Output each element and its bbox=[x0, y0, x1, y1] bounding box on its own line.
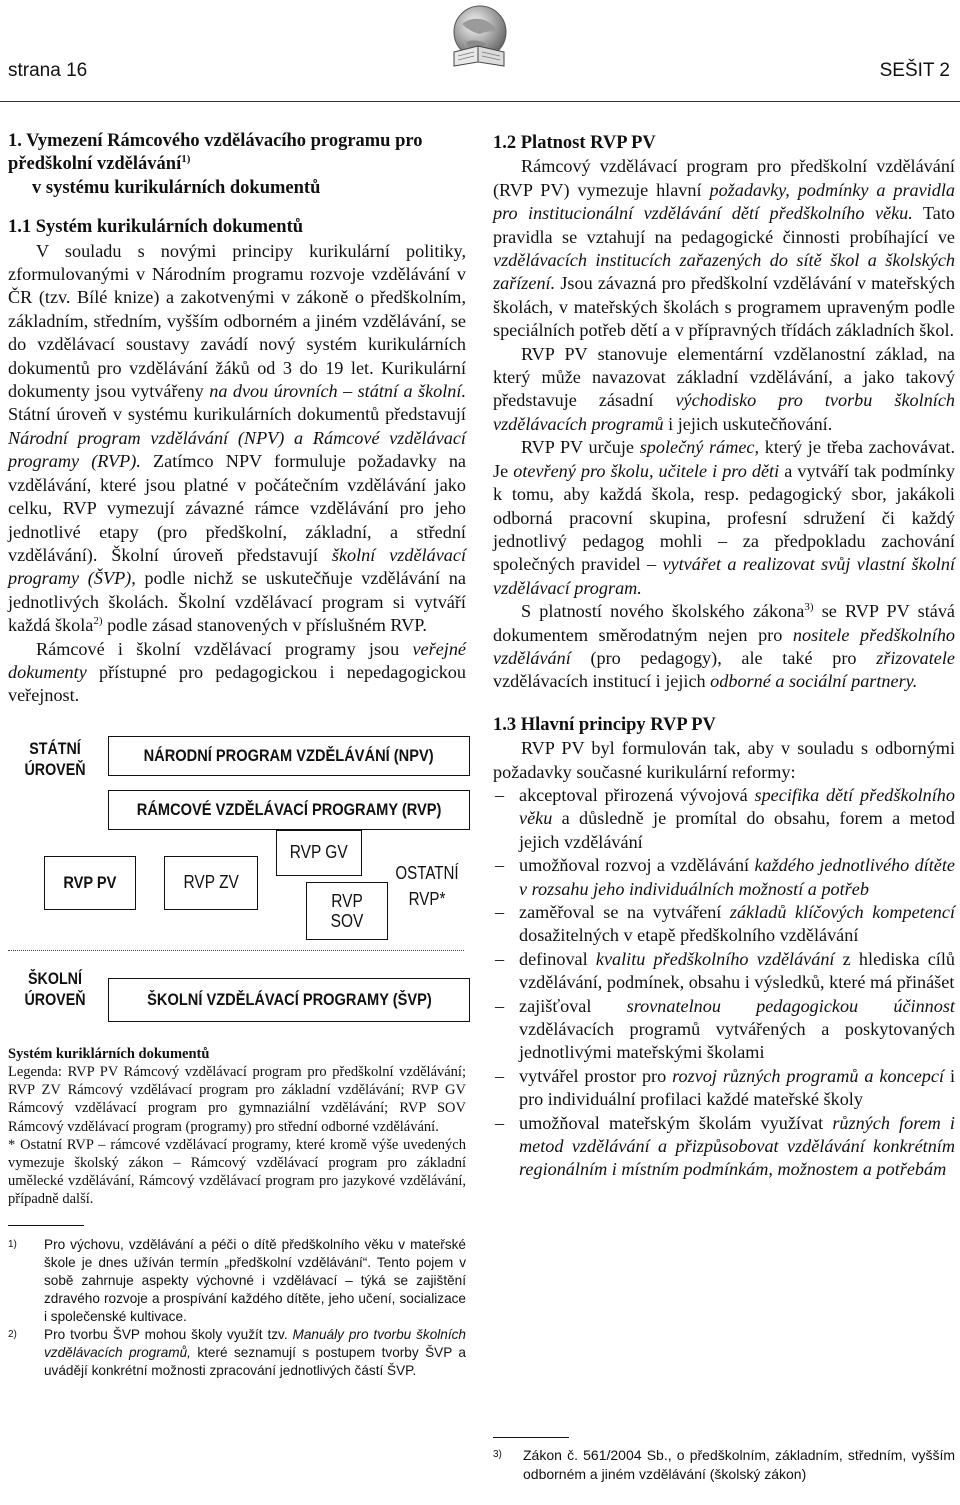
state-level-label: STÁTNÍ ÚROVEŇ bbox=[24, 738, 86, 779]
svp-box: ŠKOLNÍ VZDĚLÁVACÍ PROGRAMY (ŠVP) bbox=[108, 978, 470, 1022]
list-item: – umožňoval rozvoj a vzdělávání každého jednotlivého dítěte v rozsahu jeho individuálních možností a potřeb bbox=[493, 854, 955, 901]
section-heading-1-1: 1.1 Systém kurikulárních dokumentů bbox=[8, 217, 304, 238]
diagram-caption bbox=[8, 1045, 466, 1209]
header-rule bbox=[0, 101, 960, 102]
booklet-label: SEŠIT 2 bbox=[879, 60, 950, 81]
section-heading-1-3: 1.3 Hlavní principy RVP PV bbox=[493, 714, 716, 735]
paragraph: S platností nového školského zákona$^{3)}$ se RVP PV stává dokumentem směrodatným nejen pro nositele předškolního vzdělávání (pro pedagogy), ale také pro zřizovatele vzdělávacích institucí i jejich odborné a sociální partnery. bbox=[493, 601, 956, 692]
globe-book-logo bbox=[444, 2, 514, 72]
list-item: – zajišťoval srovnatelnou pedagogickou účinnost vzdělávacích programů vytvářených a poskytovaných jednotlivými mateřskými školami bbox=[493, 995, 955, 1065]
section-heading-1: 1. Vymezení Rámcového vzdělávacího programu pro předškolní vzdělávání$^{1)}$ v systému kurikulárních dokumentů bbox=[8, 131, 423, 198]
school-level-label: ŠKOLNÍ ÚROVEŇ bbox=[24, 968, 86, 1009]
footnote-3: 3) Zákon č. 561/2004 Sb., o předškolním, základním, středním, vyšším odborném a jiném vzdělávání (školský zákon) bbox=[493, 1447, 955, 1482]
section-heading-1-2: 1.2 Platnost RVP PV bbox=[493, 133, 656, 153]
paragraph: RVP PV stanovuje elementární vzdělanostní základ, na který může navazovat základní vzdělávání, a jako takový představuje zásadní východisko pro tvorbu školních vzdělávacích programů i jejich uskutečňování. bbox=[493, 343, 956, 434]
footnote-1: 1) Pro výchovu, vzdělávání a péči o dítě předškolního věku v mateřské škole je dnes užíván termín „předškolní vzdělávání“. Tento pojem v sobě zahrnuje aspekty výchovné i vzdělávací – týká se zajištění zdravého rozvoje a prospívání každého dítěte, jeho učení, socializace i společenské kultivace. bbox=[8, 1236, 466, 1324]
caption-note: * Ostatní RVP – rámcové vzdělávací programy, které kromě výše uvedených vymezuje školský zákon – Rámcový vzdělávací program pro základní umělecké vzdělávání, Rámcový vzdělávací program pro jazykové vzdělávání, případně další. bbox=[8, 1136, 466, 1208]
paragraph: RVP PV určuje společný rámec, který je třeba zachovávat. Je otevřený pro školu, učitele i pro děti a vytváří tak podmínky k tomu, aby každá škola, resp. pedagogický sbor, jakákoli odborná pracovní skupina, profesní sdružení či každý jednotlivý pedagog mohli – za předpokladu zachování společných pravidel – vytvářet a realizovat svůj vlastní školní vzdělávací program. bbox=[493, 437, 956, 598]
list-item: – vytvářel prostor pro rozvoj různých programů a koncepcí i pro individuální profilaci každé mateřské školy bbox=[493, 1065, 955, 1112]
list-item: – umožňoval mateřským školám využívat různých forem i metod vzdělávání a přizpůsobovat vzdělávání konkrétním regionálním i místním podmínkám, možnostem a potřebám bbox=[493, 1112, 955, 1182]
list-item: – zaměřoval se na vytváření základů klíčových kompetencí dosažitelných v etapě předškolního vzdělávání bbox=[493, 901, 955, 948]
rvp-box: RÁMCOVÉ VZDĚLÁVACÍ PROGRAMY (RVP) bbox=[108, 790, 470, 830]
footnote-rule bbox=[493, 1437, 569, 1438]
rvp-sov-box: RVP SOV bbox=[306, 882, 388, 940]
paragraph: Rámcové i školní vzdělávací programy jsou veřejné dokumenty přístupné pro pedagogickou i nepedagogickou veřejnost. bbox=[8, 638, 466, 706]
caption-legend: Legenda: RVP PV Rámcový vzdělávací program pro předškolní vzdělávání; RVP ZV Rámcový vzdělávací program pro základní vzdělávání; RVP GV Rámcový vzdělávací program pro gymnaziální vzdělávání; RVP SOV Rámcový vzdělávací program (programy) pro střední odborné vzdělávání. bbox=[8, 1063, 466, 1135]
rvp-pv-box: RVP PV bbox=[44, 856, 136, 910]
paragraph: Rámcový vzdělávací program pro předškolní vzdělávání (RVP PV) vymezuje hlavní požadavky, podmínky a pravidla pro institucionální vzdělávání dětí předškolního věku. Tato pravidla se vztahují na pedagogické činnosti probíhající ve vzdělávacích institucích zařazených do sítě škol a školských zařízení. Jsou závazná pro předškolní vzdělávání v mateřských školách, v mateřských školách s programem upraveným podle speciálních potřeb dětí a v přípravných třídách základních škol. bbox=[493, 156, 955, 341]
right-footnote-area bbox=[493, 1437, 955, 1483]
other-rvp-label: OSTATNÍ RVP* bbox=[395, 862, 459, 909]
caption-title: Systém kuriklárních dokumentů bbox=[8, 1045, 210, 1062]
page-number: strana 16 bbox=[8, 60, 88, 81]
paragraph: V souladu s novými principy kurikulární politiky, zformulovanými v Národním programu rozvoje vzdělávání v ČR (tzv. Bílé knize) a zakotvenými v zákoně o předškolním, základním, středním, vyšším odborném a jiném vzdělávání, se do vzdělávací soustavy zavádí nový systém kurikulárních dokumentů pro vzdělávání žáků od 3 do 19 let. Kurikulární dokumenty jsou vytvářeny na dvou úrovních – státní a školní. Státní úroveň v systému kurikulárních dokumentů představují Národní program vzdělávání (NPV) a Rámcové vzdělávací programy (RVP). Zatímco NPV formuluje požadavky na vzdělávání, které jsou platné v počátečním vzdělávání jako celku, RVP vymezují závazné rámce vzdělávání pro jeho jednotlivé etapy (pro předškolní, základní, a střední vzdělávání). Školní úroveň představují školní vzdělávací programy (ŠVP), podle nichž se uskutečňuje vzdělávání na jednotlivých školách. Školní vzdělávací program si vytváří každá škola$^{2)}$ podle zásad stanovených v příslušném RVP. bbox=[8, 240, 466, 636]
footnote-2: 2) Pro tvorbu ŠVP mohou školy využít tzv. Manuály pro tvorbu školních vzdělávacích programů, které seznamují s postupem tvorby ŠVP a uvádějí konkrétní možnosti zpracování jednotlivých částí ŠVP. bbox=[8, 1326, 466, 1378]
list-item: – definoval kvalitu předškolního vzdělávání z hlediska cílů vzdělávání, podmínek, obsahu i výsledků, které má přinášet bbox=[493, 948, 955, 995]
level-divider bbox=[8, 950, 464, 951]
rvp-zv-box: RVP ZV bbox=[164, 856, 258, 910]
principles-list bbox=[493, 784, 955, 1182]
curriculum-diagram bbox=[8, 732, 468, 1035]
npv-box: NÁRODNÍ PROGRAM VZDĚLÁVÁNÍ (NPV) bbox=[108, 736, 470, 776]
list-item: – akceptoval přirozená vývojová specifika dětí předškolního věku a důsledně je promítal do obsahu, forem a metod jejich vzdělávání bbox=[493, 784, 955, 854]
right-column bbox=[493, 118, 955, 1182]
paragraph: RVP PV byl formulován tak, aby v souladu s odbornými požadavky současné kurikulární reformy: bbox=[493, 738, 955, 782]
footnote-rule bbox=[8, 1225, 84, 1226]
left-column bbox=[8, 118, 466, 1380]
rvp-gv-box: RVP GV bbox=[276, 830, 362, 876]
